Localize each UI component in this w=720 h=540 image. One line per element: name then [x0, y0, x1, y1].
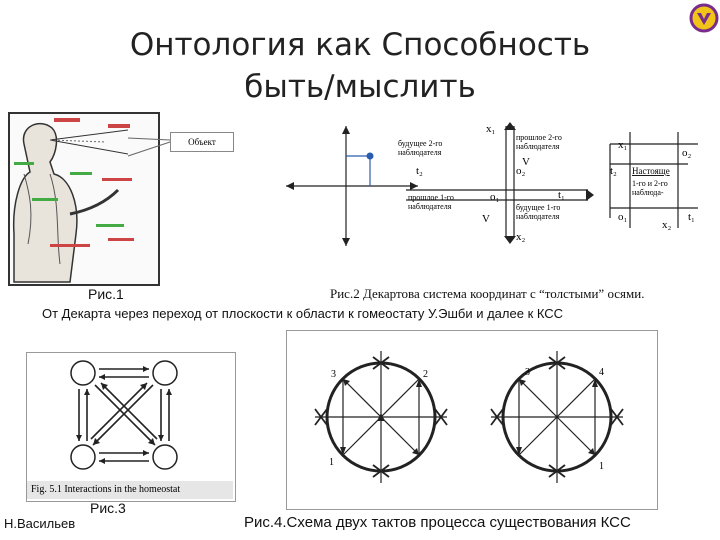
title-line-1: Онтология как Способность — [129, 27, 591, 63]
fig2-right-x1: x₁ — [618, 139, 628, 151]
fig2-right-x2: x₂ — [662, 219, 672, 231]
fig3-homeostat — [27, 353, 235, 479]
fig4-right-n3: 3 — [525, 367, 530, 378]
fig2-caption: Рис.2 Декартова система координат с “толстыми” осями. — [330, 286, 645, 301]
fig2-label-o1: o₁ — [490, 191, 500, 203]
fig2-label-future2: будущее 2-го — [398, 139, 443, 148]
fig2-present-sub1: 1-го и 2-го — [632, 179, 668, 188]
fig2-diagram — [258, 118, 710, 300]
fig2-label-v-bottom: V — [482, 213, 490, 225]
fig1-object-label: Объект — [188, 137, 216, 147]
fig2-label-x1: x₁ — [486, 123, 496, 135]
fig2-right-o1: o₁ — [618, 211, 628, 223]
fig2-label-past2: прошлое 2-го — [516, 133, 562, 142]
fig3-caption: Рис.3 — [90, 500, 126, 516]
fig2-label-t1: t₁ — [558, 189, 565, 201]
fig2-present-sub2: наблюда- — [632, 188, 664, 197]
fig2-right-o2: o₂ — [682, 147, 692, 159]
fig3-caption-box: Fig. 5.1 Interactions in the homeostat — [27, 481, 233, 499]
slide-subtitle: От Декарта через переход от плоскости к области к гомеостату У.Эшби и далее к КСС — [42, 306, 564, 321]
fig2-label-v-top: V — [522, 156, 530, 168]
fig2-label-past1: прошлое 1-го — [408, 193, 454, 202]
fig4-scheme — [287, 331, 657, 509]
fig4-left-n2: 2 — [423, 369, 428, 380]
fig2-label-o2: o₂ — [516, 165, 526, 177]
fig2-panel — [258, 118, 710, 300]
fig2-label-past2b: наблюдателя — [516, 142, 560, 151]
fig2-label-future1b: наблюдателя — [516, 212, 560, 221]
slide-title — [0, 24, 720, 108]
fig2-label-future2b: наблюдателя — [398, 148, 442, 157]
fig4-left-n1: 1 — [329, 457, 334, 468]
title-line-2: быть/мыслить — [244, 69, 476, 105]
fig4-panel — [286, 330, 658, 510]
fig1-caption: Рис.1 — [88, 286, 124, 302]
fig4-left-n3: 3 — [331, 369, 336, 380]
fig2-label-x2: x₂ — [516, 231, 526, 243]
fig4-caption: Рис.4.Схема двух тактов процесса существования КСС — [244, 514, 631, 531]
fig2-right-t1: t₁ — [688, 211, 695, 223]
author: Н.Васильев — [4, 516, 76, 531]
fig2-label-t2: t₂ — [416, 165, 423, 177]
fig4-right-n1: 1 — [599, 461, 604, 472]
fig2-label-past1b: наблюдателя — [408, 202, 452, 211]
fig2-label-future1: будущее 1-го — [516, 203, 561, 212]
logo-icon — [689, 3, 719, 33]
fig1-pointer-lines — [126, 126, 186, 186]
fig3-panel — [26, 352, 236, 502]
fig2-right-t2: t₂ — [610, 165, 617, 177]
fig4-right-n4: 4 — [599, 367, 604, 378]
fig2-present: Настояще — [632, 166, 670, 176]
